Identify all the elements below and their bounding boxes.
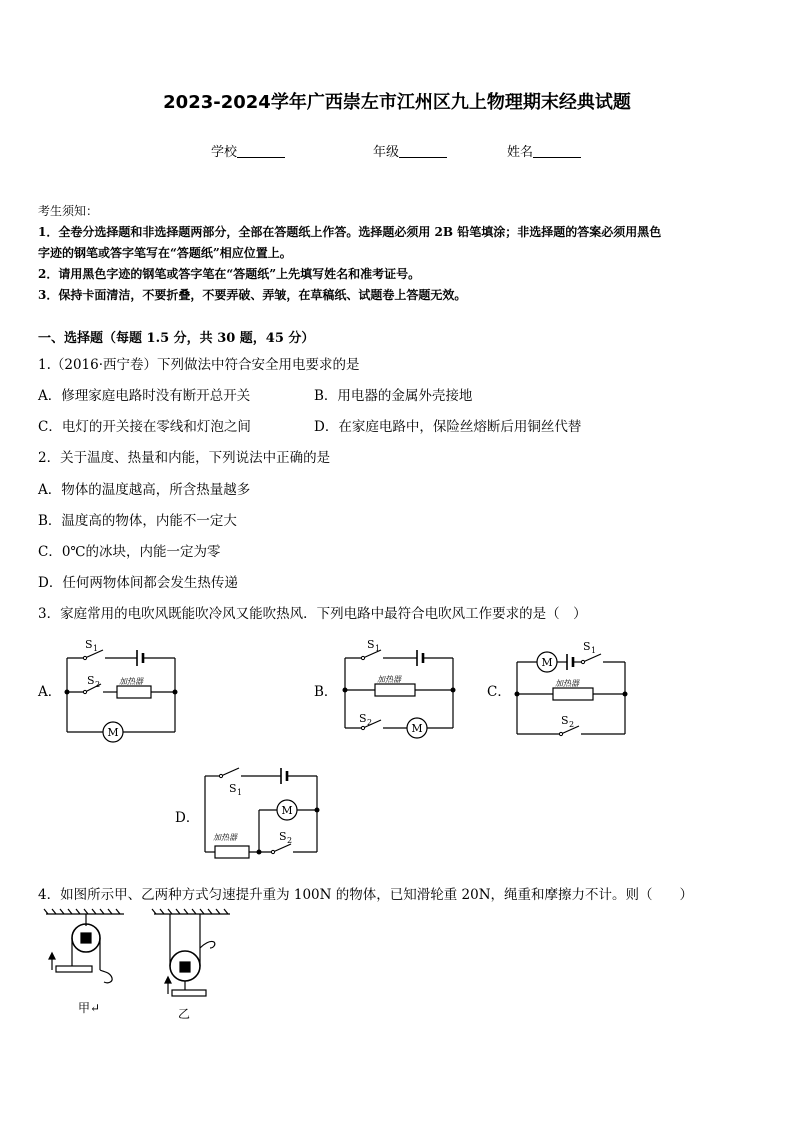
heater-label: 加热器 <box>119 677 143 686</box>
s2-label: S <box>87 674 95 687</box>
q1-option-b[interactable]: B．用电器的金属外壳接地 <box>314 388 473 404</box>
notice-line-1: 1．全卷分选择题和非选择题两部分，全部在答题纸上作答。选择题必须用 2B 铅笔填涂；非选择题的答案必须用黑色 <box>38 225 662 239</box>
s1-sub: 1 <box>237 788 243 797</box>
q2-option-a[interactable]: A．物体的温度越高，所含热量越多 <box>38 482 251 498</box>
heater-label: 加热器 <box>377 675 401 684</box>
label-yi: 乙 <box>178 1007 191 1020</box>
q3-stem: 3．家庭常用的电吹风既能吹冷风又能吹热风．下列电路中最符合电吹风工作要求的是（ ） <box>38 606 587 622</box>
s1-label: S <box>367 638 375 651</box>
q1-option-d[interactable]: D．在家庭电路中，保险丝熔断后用铜丝代替 <box>314 419 582 435</box>
s1-sub: 1 <box>591 646 597 655</box>
label-jia: 甲↵ <box>78 1001 101 1015</box>
q3-circuit-b[interactable] <box>333 632 473 746</box>
s2-label: S <box>561 714 569 727</box>
s2-label: S <box>279 830 287 843</box>
school-blank[interactable] <box>237 144 285 158</box>
grade-field[interactable] <box>373 141 447 160</box>
page-title: 2023-2024学年广西崇左市江州区九上物理期末经典试题 <box>163 92 631 113</box>
s1-sub: 1 <box>93 644 99 653</box>
q1-option-c[interactable]: C．电灯的开关接在零线和灯泡之间 <box>38 419 251 435</box>
q3-circuit-d[interactable] <box>195 760 335 864</box>
notice-line-3: 2．请用黑色字迹的钢笔或答字笔在“答题纸”上先填写姓名和准考证号。 <box>38 267 421 281</box>
notice-line-4: 3．保持卡面清洁，不要折叠，不要弄破、弄皱，在草稿纸、试题卷上答题无效。 <box>38 288 467 302</box>
q1-option-a[interactable]: A．修理家庭电路时没有断开总开关 <box>38 388 251 404</box>
grade-blank[interactable] <box>399 144 447 158</box>
q2-option-b[interactable]: B．温度高的物体，内能不一定大 <box>38 513 237 529</box>
s2-sub: 2 <box>287 836 293 845</box>
heater-label: 加热器 <box>213 833 237 842</box>
q1-stem: 1.（2016·西宁卷）下列做法中符合安全用电要求的是 <box>38 357 360 373</box>
motor-label: M <box>107 726 119 739</box>
s1-label: S <box>229 782 237 795</box>
q3-option-c-label[interactable]: C． <box>487 684 511 700</box>
name-label: 姓名 <box>507 145 534 160</box>
q3-option-d-label[interactable]: D． <box>175 810 200 826</box>
s2-sub: 2 <box>569 720 575 729</box>
q2-stem: 2．关于温度、热量和内能，下列说法中正确的是 <box>38 450 331 466</box>
q3-option-a-label[interactable]: A． <box>38 684 62 700</box>
s2-label: S <box>359 712 367 725</box>
q3-option-b-label[interactable]: B． <box>314 684 338 700</box>
grade-label: 年级 <box>373 145 400 160</box>
s1-sub: 1 <box>375 644 381 653</box>
school-field[interactable] <box>211 141 285 160</box>
q3-circuit-a[interactable] <box>55 632 195 746</box>
q2-option-c[interactable]: C．0℃的冰块，内能一定为零 <box>38 544 221 560</box>
motor-label: M <box>541 656 553 669</box>
notice-line-2: 字迹的钢笔或答字笔写在“答题纸”相应位置上。 <box>38 246 292 260</box>
motor-label: M <box>281 804 293 817</box>
motor-label: M <box>411 722 423 735</box>
q4-stem: 4．如图所示甲、乙两种方式匀速提升重为 100N 的物体，已知滑轮重 20N，绳重和摩擦力不计。则（ ） <box>38 887 694 903</box>
q4-pulley-figures <box>40 908 240 1020</box>
s2-sub: 2 <box>95 680 101 689</box>
name-field[interactable] <box>507 141 581 160</box>
s2-sub: 2 <box>367 718 373 727</box>
school-label: 学校 <box>211 145 238 160</box>
name-blank[interactable] <box>533 144 581 158</box>
notice-heading: 考生须知： <box>38 204 99 218</box>
heater-label: 加热器 <box>555 679 579 688</box>
s1-label: S <box>583 640 591 653</box>
s1-label: S <box>85 638 93 651</box>
section-heading: 一、选择题（每题 1.5 分，共 30 题，45 分） <box>38 331 315 346</box>
q3-circuit-c[interactable] <box>505 632 645 746</box>
q2-option-d[interactable]: D．任何两物体间都会发生热传递 <box>38 575 238 591</box>
